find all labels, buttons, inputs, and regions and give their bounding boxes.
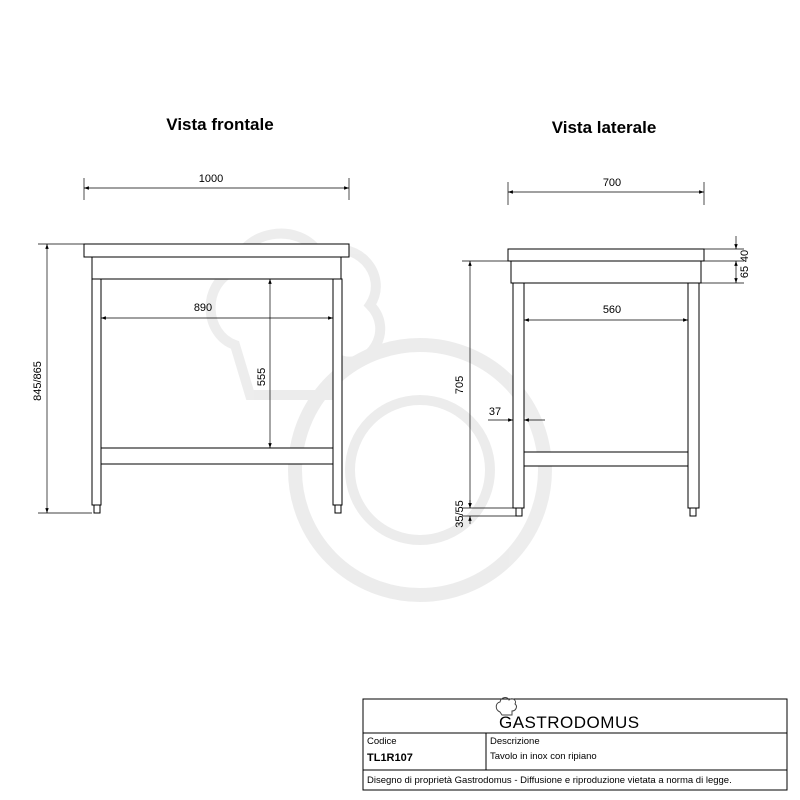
- side-foot-label: 35/55: [454, 500, 466, 528]
- side-width-dimension: [508, 177, 704, 205]
- front-table-top: [84, 244, 349, 257]
- front-shelf-height-dimension: [256, 279, 270, 448]
- side-shelf: [524, 452, 688, 466]
- side-view-title: Vista laterale: [551, 118, 657, 137]
- front-height-dimension: [32, 244, 92, 513]
- title-block: [363, 698, 787, 790]
- front-shelf-height-label: 555: [256, 367, 268, 387]
- side-width-label: 700: [602, 177, 622, 189]
- front-right-leg: [333, 279, 342, 505]
- front-inner-width-dimension: [101, 302, 333, 318]
- front-view: [32, 115, 349, 513]
- front-view-title: Vista frontale: [166, 115, 274, 134]
- side-inner-width-dimension: [524, 304, 688, 320]
- front-width-label: 1000: [198, 173, 224, 185]
- side-top-dimension: [701, 236, 751, 283]
- front-left-foot: [94, 505, 100, 513]
- front-inner-width-label: 890: [193, 302, 213, 314]
- side-left-foot: [516, 508, 522, 516]
- description-value: Tavolo in inox con ripiano: [490, 751, 597, 762]
- code-label: Codice: [367, 736, 397, 747]
- front-apron: [92, 257, 341, 279]
- side-apron-label: 65: [739, 265, 751, 279]
- front-height-label: 845/865: [32, 361, 44, 401]
- side-right-foot: [690, 508, 696, 516]
- side-inner-width-label: 560: [602, 304, 622, 316]
- side-top-label: 40: [739, 249, 751, 263]
- side-right-leg: [688, 283, 699, 508]
- side-table-top: [508, 249, 704, 261]
- side-leg-height-label: 705: [454, 375, 466, 395]
- front-left-leg: [92, 279, 101, 505]
- brand-name: GASTRODOMUS: [499, 713, 640, 732]
- front-width-dimension: [84, 173, 349, 200]
- side-leg-width-label: 37: [488, 406, 502, 418]
- side-view: [454, 118, 751, 528]
- title-block-footer: Disegno di proprietà Gastrodomus - Diffusione e riproduzione vietata a norma di legge.: [367, 775, 732, 786]
- side-left-leg: [513, 283, 524, 508]
- side-apron: [511, 261, 701, 283]
- code-value: TL1R107: [367, 752, 413, 764]
- front-right-foot: [335, 505, 341, 513]
- front-shelf: [101, 448, 333, 464]
- description-label: Descrizione: [490, 736, 540, 747]
